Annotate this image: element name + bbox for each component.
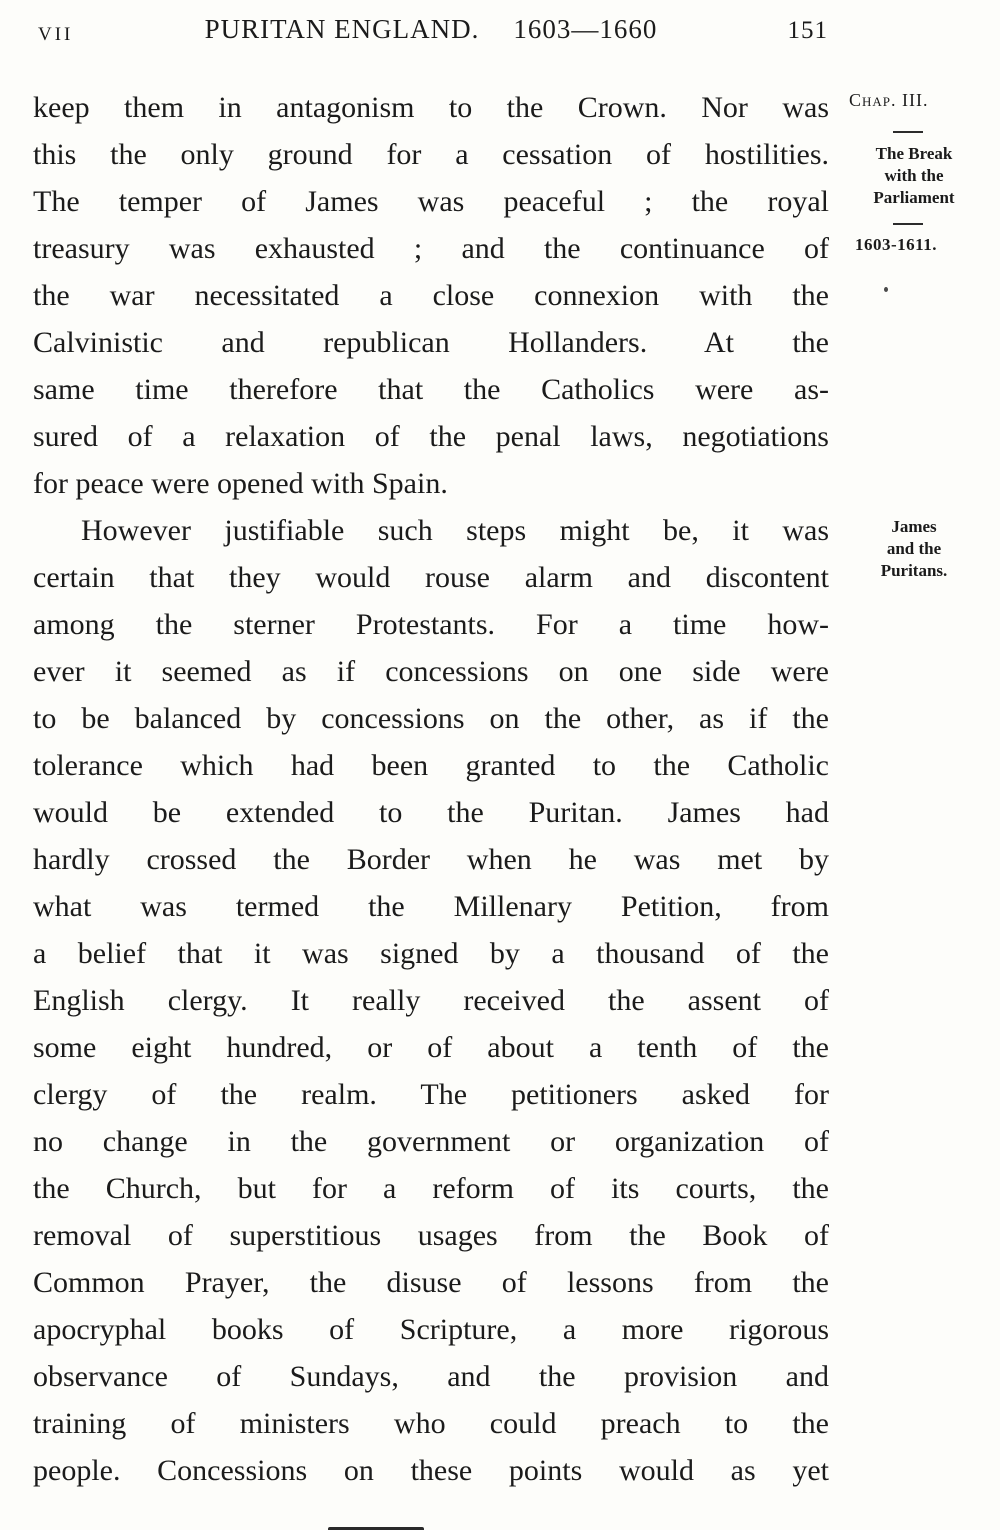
- text-line: treasury was exhausted ; and the continuance of: [33, 232, 829, 265]
- text-line: tolerance which had been granted to the Catholic: [33, 749, 829, 782]
- text-line: for peace were opened with Spain.: [33, 467, 448, 500]
- page-number: 151: [787, 17, 828, 44]
- margin-note-break-with-parliament: [847, 143, 981, 209]
- text-line: sured of a relaxation of the penal laws, negotiations: [33, 420, 829, 453]
- text-line: some eight hundred, or of about a tenth of the: [33, 1031, 829, 1064]
- text-line: However justifiable such steps might be, it was: [81, 514, 829, 547]
- text-line: same time therefore that the Catholics were as-: [33, 373, 829, 406]
- text-line: The temper of James was peaceful ; the royal: [33, 185, 829, 218]
- margin-note-line: with the: [884, 166, 944, 185]
- text-line: observance of Sundays, and the provision and: [33, 1360, 829, 1393]
- text-line: English clergy. It really received the assent of: [33, 984, 829, 1017]
- text-line: to be balanced by concessions on the other, as if the: [33, 702, 829, 735]
- margin-note-james-and-puritans: [847, 516, 981, 582]
- text-line: what was termed the Millenary Petition, from: [33, 890, 829, 923]
- text-line: no change in the government or organization of: [33, 1125, 829, 1158]
- text-line: keep them in antagonism to the Crown. Nor was: [33, 91, 829, 124]
- stray-ink-dot: [884, 287, 888, 292]
- paragraph-2: [33, 507, 829, 1494]
- text-line: among the sterner Protestants. For a time how-: [33, 608, 829, 641]
- text-line: hardly crossed the Border when he was met by: [33, 843, 829, 876]
- margin-note-line: Puritans.: [880, 561, 948, 580]
- text-line: Calvinistic and republican Hollanders. At the: [33, 326, 829, 359]
- margin-chapter-heading: Chap. III.: [849, 90, 929, 110]
- running-head-title: PURITAN ENGLAND.: [204, 14, 480, 44]
- text-line: this the only ground for a cessation of hostilities.: [33, 138, 829, 171]
- margin-rule: [893, 223, 923, 225]
- header-chapter-numeral: VII: [38, 24, 74, 45]
- running-head-dates: 1603—1660: [513, 14, 658, 44]
- text-line: Common Prayer, the disuse of lessons from the: [33, 1266, 829, 1299]
- text-line: ever it seemed as if concessions on one side were: [33, 655, 829, 688]
- margin-rule: [893, 131, 923, 133]
- text-line: the Church, but for a reform of its courts, the: [33, 1172, 829, 1205]
- margin-note-line: and the: [886, 539, 942, 558]
- text-line: people. Concessions on these points would as yet: [33, 1454, 829, 1487]
- margin-note-line: James: [891, 517, 937, 536]
- text-column: [33, 84, 829, 1494]
- text-line: a belief that it was signed by a thousand of the: [33, 937, 829, 970]
- text-line: training of ministers who could preach to the: [33, 1407, 829, 1440]
- margin-note-line: Parliament: [873, 188, 955, 207]
- text-line: would be extended to the Puritan. James had: [33, 796, 829, 829]
- text-line: clergy of the realm. The petitioners asked for: [33, 1078, 829, 1111]
- margin-note-line: The Break: [875, 144, 953, 163]
- text-line: the war necessitated a close connexion with the: [33, 279, 829, 312]
- text-line: certain that they would rouse alarm and discontent: [33, 561, 829, 594]
- running-head: [33, 14, 829, 45]
- text-line: apocryphal books of Scripture, a more rigorous: [33, 1313, 829, 1346]
- text-line: removal of superstitious usages from the Book of: [33, 1219, 829, 1252]
- paragraph-1: [33, 84, 829, 507]
- margin-date-range: 1603-1611.: [855, 235, 937, 254]
